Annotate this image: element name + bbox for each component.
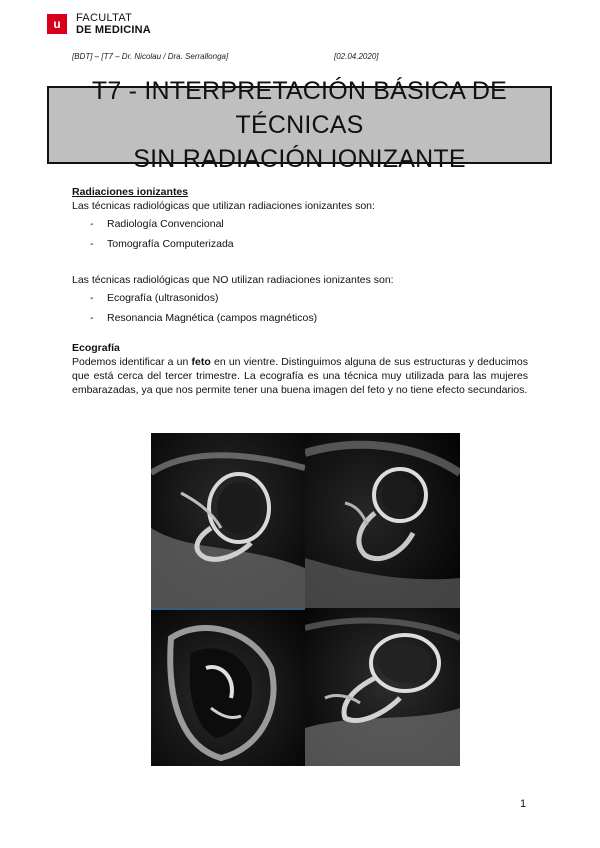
university-logo-icon: u [47,14,67,34]
page-title [47,77,552,173]
faculty-line2: DE MEDICINA [76,24,151,36]
list-item-text: Radiología Convencional [107,218,224,230]
section-heading-ionizing: Radiaciones ionizantes [72,186,189,198]
title-line2: SIN RADIACIÓN IONIZANTE [133,145,466,173]
title-line1: T7 - INTERPRETACIÓN BÁSICA DE TÉCNICAS [91,77,508,139]
faculty-logo [47,12,151,36]
ultrasound-image-grid [151,433,460,766]
faculty-name [76,12,151,36]
bullet-dash: - [90,238,94,250]
section-heading-ecografia: Ecografía [72,342,120,354]
list-item [72,291,528,311]
ultrasound-image-2 [305,433,460,608]
bullet-dash: - [90,218,94,230]
list-item-text: Resonancia Magnética (campos magnéticos) [107,312,318,324]
ultrasound-image-4 [305,608,460,766]
intro-non-ionizing: Las técnicas radiológicas que NO utilizan radiaciones ionizantes son: [72,274,394,286]
bullet-dash: - [90,292,94,304]
faculty-line1: FACULTAT [76,12,133,24]
bullet-dash: - [90,312,94,324]
ultrasound-image-3 [151,608,305,766]
list-item [72,217,528,237]
document-authors: [BDT] – [T7 – Dr. Nicolau / Dra. Serrallonga] [72,52,229,61]
list-item-text: Ecografía (ultrasonidos) [107,292,219,304]
page-number: 1 [520,798,527,810]
list-item [72,311,528,331]
intro-ionizing: Las técnicas radiológicas que utilizan radiaciones ionizantes son: [72,200,375,212]
list-ionizing [72,217,528,257]
list-item [72,237,528,257]
para-text-1: Podemos identificar a un [72,356,192,368]
para-bold-feto: feto [191,356,211,368]
list-non-ionizing [72,291,528,331]
para-text-2: en un vientre. Distinguimos alguna de sus estructuras y deducimos que está cerca del tercer trimestre. La ecografía es una técnica muy utilizada para las mujeres embarazadas, ya que nos permite tener una buena imagen del feto y no tiene efecto secundarios. [72,356,528,396]
ultrasound-image-1 [151,433,305,608]
list-item-text: Tomografía Computerizada [107,238,234,250]
document-date: [02.04.2020] [334,52,379,61]
document-body [72,185,528,397]
ecografia-paragraph [72,355,528,397]
